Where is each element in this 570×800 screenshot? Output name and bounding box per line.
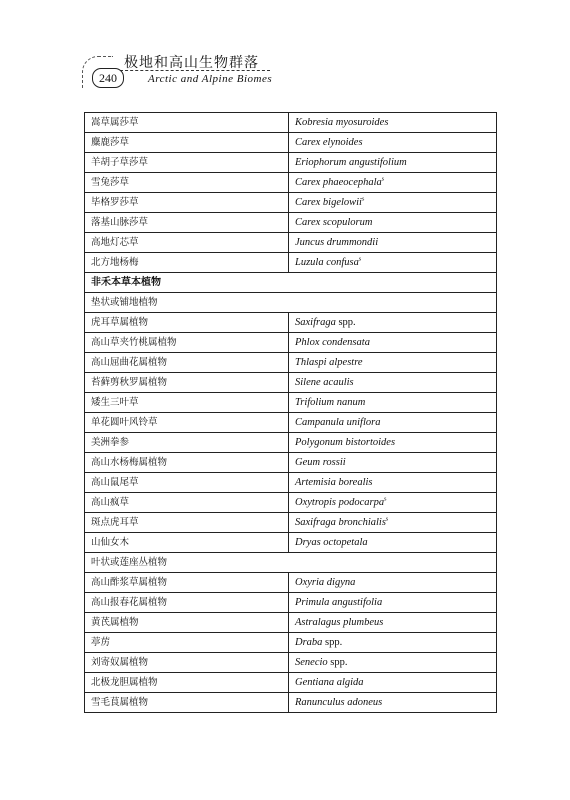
scientific-name: Artemisia borealis (295, 477, 373, 488)
table-row (85, 173, 497, 193)
scientific-name: Saxifraga (295, 317, 336, 328)
table-row (85, 493, 497, 513)
footnote-marker: s (358, 256, 362, 263)
table-row (85, 473, 497, 493)
common-name-cell: 苔藓剪秋罗属植物 (85, 373, 289, 393)
scientific-name-cell (289, 133, 497, 153)
common-name-cell: 美洲拳参 (85, 433, 289, 453)
common-name-cell: 嵩草属莎草 (85, 113, 289, 133)
scientific-name: Draba (295, 637, 323, 648)
section-header-row (85, 273, 497, 293)
footnote-marker: s (384, 496, 387, 503)
scientific-name: Geum rossii (295, 457, 346, 468)
scientific-name-cell (289, 613, 497, 633)
table-row (85, 253, 497, 273)
table-row (85, 233, 497, 253)
common-name-cell: 高山鼠尾草 (85, 473, 289, 493)
common-name-cell: 高山疯草 (85, 493, 289, 513)
table-row (85, 693, 497, 713)
scientific-name-cell (289, 153, 497, 173)
scientific-name: Eriophorum angustifolium (295, 157, 407, 168)
scientific-name: Oxytropis podocarpa (295, 497, 385, 508)
table-row (85, 653, 497, 673)
scientific-name: Carex scopulorum (295, 217, 373, 228)
scientific-name-cell (289, 593, 497, 613)
table-row (85, 333, 497, 353)
table-row (85, 433, 497, 453)
table-row (85, 153, 497, 173)
scientific-name: Polygonum bistortoides (295, 437, 396, 448)
table-row (85, 593, 497, 613)
scientific-name-cell (289, 573, 497, 593)
common-name-cell: 高山水杨梅属植物 (85, 453, 289, 473)
common-name-cell: 葶苈 (85, 633, 289, 653)
subsection-header-row (85, 553, 497, 573)
scientific-name: Silene acaulis (295, 377, 354, 388)
scientific-name-cell (289, 193, 497, 213)
common-name-cell: 雪兔莎草 (85, 173, 289, 193)
table-row (85, 633, 497, 653)
scientific-name: Astralagus plumbeus (295, 617, 384, 628)
common-name-cell: 高山酢浆草属植物 (85, 573, 289, 593)
common-name-cell: 矮生三叶草 (85, 393, 289, 413)
scientific-name-cell (289, 473, 497, 493)
page-number: 240 (92, 68, 124, 88)
species-table (84, 112, 497, 713)
table-row (85, 113, 497, 133)
common-name-cell: 高山屈曲花属植物 (85, 353, 289, 373)
common-name-cell: 虎耳草属植物 (85, 313, 289, 333)
table-row (85, 313, 497, 333)
table-row (85, 673, 497, 693)
scientific-name: Luzula confusa (295, 257, 359, 268)
scientific-name-cell (289, 173, 497, 193)
scientific-name: Thlaspi alpestre (295, 357, 363, 368)
scientific-name: Ranunculus adoneus (295, 697, 383, 708)
scientific-name-cell (289, 693, 497, 713)
scientific-name-cell (289, 333, 497, 353)
table-row (85, 393, 497, 413)
scientific-name: Carex elynoides (295, 137, 363, 148)
table-row (85, 353, 497, 373)
book-title-chinese: 极地和高山生物群落 (124, 55, 259, 71)
species-plural-suffix: spp. (327, 657, 348, 668)
scientific-name-cell (289, 433, 497, 453)
table-row (85, 453, 497, 473)
scientific-name: Dryas octopetala (295, 537, 368, 548)
common-name-cell: 黄芪属植物 (85, 613, 289, 633)
scientific-name-cell (289, 493, 497, 513)
table-row (85, 413, 497, 433)
subsection-header-row (85, 293, 497, 313)
scientific-name-cell (289, 213, 497, 233)
page-header (0, 0, 570, 105)
common-name-cell: 高地灯芯草 (85, 233, 289, 253)
common-name-cell: 北极龙胆属植物 (85, 673, 289, 693)
scientific-name-cell (289, 373, 497, 393)
scientific-name: Saxifraga bronchialis (295, 517, 386, 528)
common-name-cell: 北方地杨梅 (85, 253, 289, 273)
table-row (85, 193, 497, 213)
common-name-cell: 高山草夹竹桃属植物 (85, 333, 289, 353)
scientific-name-cell (289, 253, 497, 273)
scientific-name: Trifolium nanum (295, 397, 366, 408)
scientific-name: Senecio (295, 657, 328, 668)
common-name-cell: 山仙女木 (85, 533, 289, 553)
subsection-header: 叶状或莲座丛植物 (85, 553, 497, 573)
common-name-cell: 斑点虎耳草 (85, 513, 289, 533)
scientific-name: Carex bigelowii (295, 197, 362, 208)
scientific-name: Carex phaeocephala (295, 177, 382, 188)
scientific-name: Oxyria digyna (295, 577, 356, 588)
scientific-name: Primula angustifolia (295, 597, 383, 608)
common-name-cell: 刘寄奴属植物 (85, 653, 289, 673)
scientific-name: Kobresia myosuroides (295, 117, 389, 128)
subsection-header: 垫状或铺地植物 (85, 293, 497, 313)
species-plural-suffix: spp. (322, 637, 343, 648)
scientific-name-cell (289, 353, 497, 373)
footnote-marker: s (385, 516, 389, 523)
section-header: 非禾本草本植物 (85, 273, 497, 293)
scientific-name-cell (289, 113, 497, 133)
book-title-english: Arctic and Alpine Biomes (148, 73, 273, 85)
common-name-cell: 高山报春花属植物 (85, 593, 289, 613)
table-row (85, 573, 497, 593)
scientific-name-cell (289, 233, 497, 253)
footnote-marker: s (361, 196, 365, 203)
scientific-name-cell (289, 453, 497, 473)
table-row (85, 213, 497, 233)
common-name-cell: 麋鹿莎草 (85, 133, 289, 153)
table-row (85, 133, 497, 153)
table-row (85, 613, 497, 633)
species-plural-suffix: spp. (335, 317, 356, 328)
species-table-body (85, 113, 497, 713)
scientific-name: Juncus drummondii (295, 237, 379, 248)
scientific-name-cell (289, 533, 497, 553)
scientific-name-cell (289, 393, 497, 413)
common-name-cell: 雪毛茛属植物 (85, 693, 289, 713)
common-name-cell: 落基山脉莎草 (85, 213, 289, 233)
scientific-name-cell (289, 653, 497, 673)
scientific-name: Phlox condensata (295, 337, 370, 348)
scientific-name-cell (289, 673, 497, 693)
footnote-marker: s (381, 176, 385, 183)
table-row (85, 373, 497, 393)
common-name-cell: 单花圆叶风铃草 (85, 413, 289, 433)
scientific-name-cell (289, 513, 497, 533)
common-name-cell: 羊胡子草莎草 (85, 153, 289, 173)
common-name-cell: 毕格罗莎草 (85, 193, 289, 213)
scientific-name: Gentiana algida (295, 677, 364, 688)
table-row (85, 533, 497, 553)
scientific-name: Campanula uniflora (295, 417, 381, 428)
table-row (85, 513, 497, 533)
scientific-name-cell (289, 313, 497, 333)
scientific-name-cell (289, 413, 497, 433)
scientific-name-cell (289, 633, 497, 653)
